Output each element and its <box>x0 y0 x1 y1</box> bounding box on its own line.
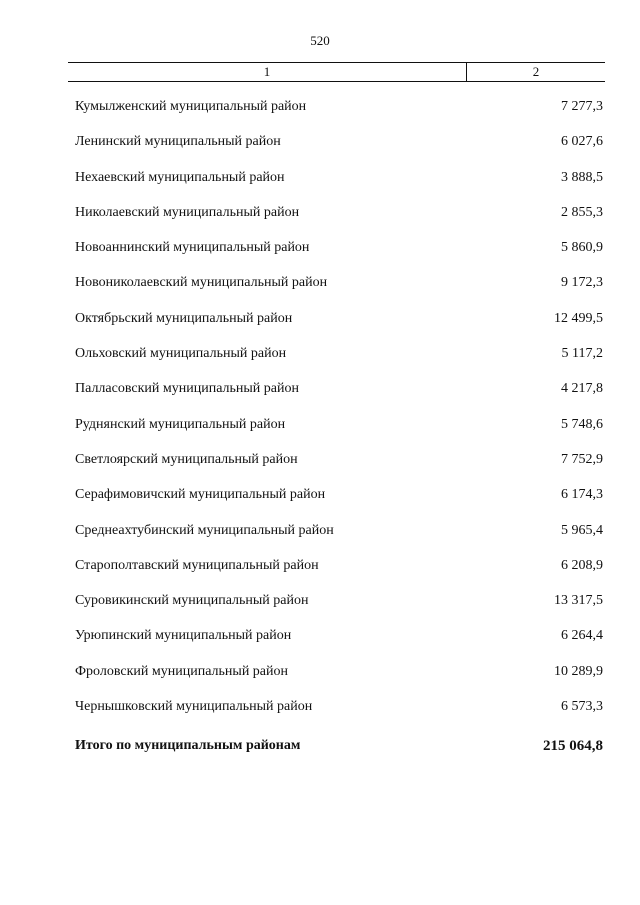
table-row <box>75 625 603 660</box>
table-row <box>75 131 603 166</box>
column-header-2: 2 <box>532 64 540 79</box>
table-body <box>75 96 603 731</box>
district-value: 12 499,5 <box>554 310 603 326</box>
district-value: 3 888,5 <box>561 169 603 185</box>
district-name: Ольховский муниципальный район <box>75 346 287 362</box>
table-row <box>75 414 603 449</box>
district-value: 6 174,3 <box>561 487 603 503</box>
district-name: Серафимовичский муниципальный район <box>75 487 326 503</box>
table-row <box>75 484 603 519</box>
district-value: 6 027,6 <box>561 134 603 150</box>
district-value: 6 208,9 <box>561 557 603 573</box>
district-name: Чернышковский муниципальный район <box>75 699 313 715</box>
table-row <box>75 343 603 378</box>
district-value: 4 217,8 <box>561 381 603 397</box>
district-name: Октябрьский муниципальный район <box>75 310 293 326</box>
district-name: Ленинский муниципальный район <box>75 134 281 150</box>
district-value: 13 317,5 <box>554 593 603 609</box>
district-name: Новониколаевский муниципальный район <box>75 275 328 291</box>
table-row <box>75 449 603 484</box>
district-value: 2 855,3 <box>561 204 603 220</box>
district-value: 9 172,3 <box>561 275 603 291</box>
district-value: 6 573,3 <box>561 699 603 715</box>
table-row <box>75 202 603 237</box>
table-row <box>75 167 603 202</box>
district-name: Кумылженский муниципальный район <box>75 99 307 114</box>
table-row <box>75 555 603 590</box>
district-name: Нехаевский муниципальный район <box>75 169 285 185</box>
total-value: 215 064,8 <box>543 738 603 754</box>
district-name: Фроловский муниципальный район <box>75 663 289 679</box>
page-number: 520 <box>310 33 330 48</box>
total-row <box>75 735 603 757</box>
district-name: Среднеахтубинский муниципальный район <box>75 522 334 538</box>
district-value: 10 289,9 <box>554 663 603 679</box>
district-name: Светлоярский муниципальный район <box>75 451 298 467</box>
table-row <box>75 272 603 307</box>
district-name: Руднянский муниципальный район <box>75 416 286 432</box>
district-name: Суровикинский муниципальный район <box>75 593 309 609</box>
district-value: 5 860,9 <box>561 240 603 256</box>
table-row <box>75 590 603 625</box>
district-value: 5 748,6 <box>561 416 603 432</box>
table-header <box>68 62 605 82</box>
district-value: 6 264,4 <box>561 628 603 644</box>
district-value: 5 965,4 <box>561 522 603 538</box>
table-row <box>75 520 603 555</box>
district-name: Палласовский муниципальный район <box>75 381 299 397</box>
table-row <box>75 661 603 696</box>
district-name: Николаевский муниципальный район <box>75 204 300 220</box>
table-row <box>75 96 603 131</box>
district-value: 5 117,2 <box>561 346 603 362</box>
total-label: Итого по муниципальным районам <box>75 738 301 753</box>
district-name: Старополтавский муниципальный район <box>75 557 319 573</box>
column-header-1: 1 <box>68 63 467 81</box>
district-value: 7 752,9 <box>561 451 603 467</box>
table-row <box>75 378 603 413</box>
table-row <box>75 696 603 731</box>
table-row <box>75 308 603 343</box>
table-row <box>75 237 603 272</box>
district-value: 7 277,3 <box>561 99 603 114</box>
district-name: Новоаннинский муниципальный район <box>75 240 310 256</box>
district-name: Урюпинский муниципальный район <box>75 628 292 644</box>
